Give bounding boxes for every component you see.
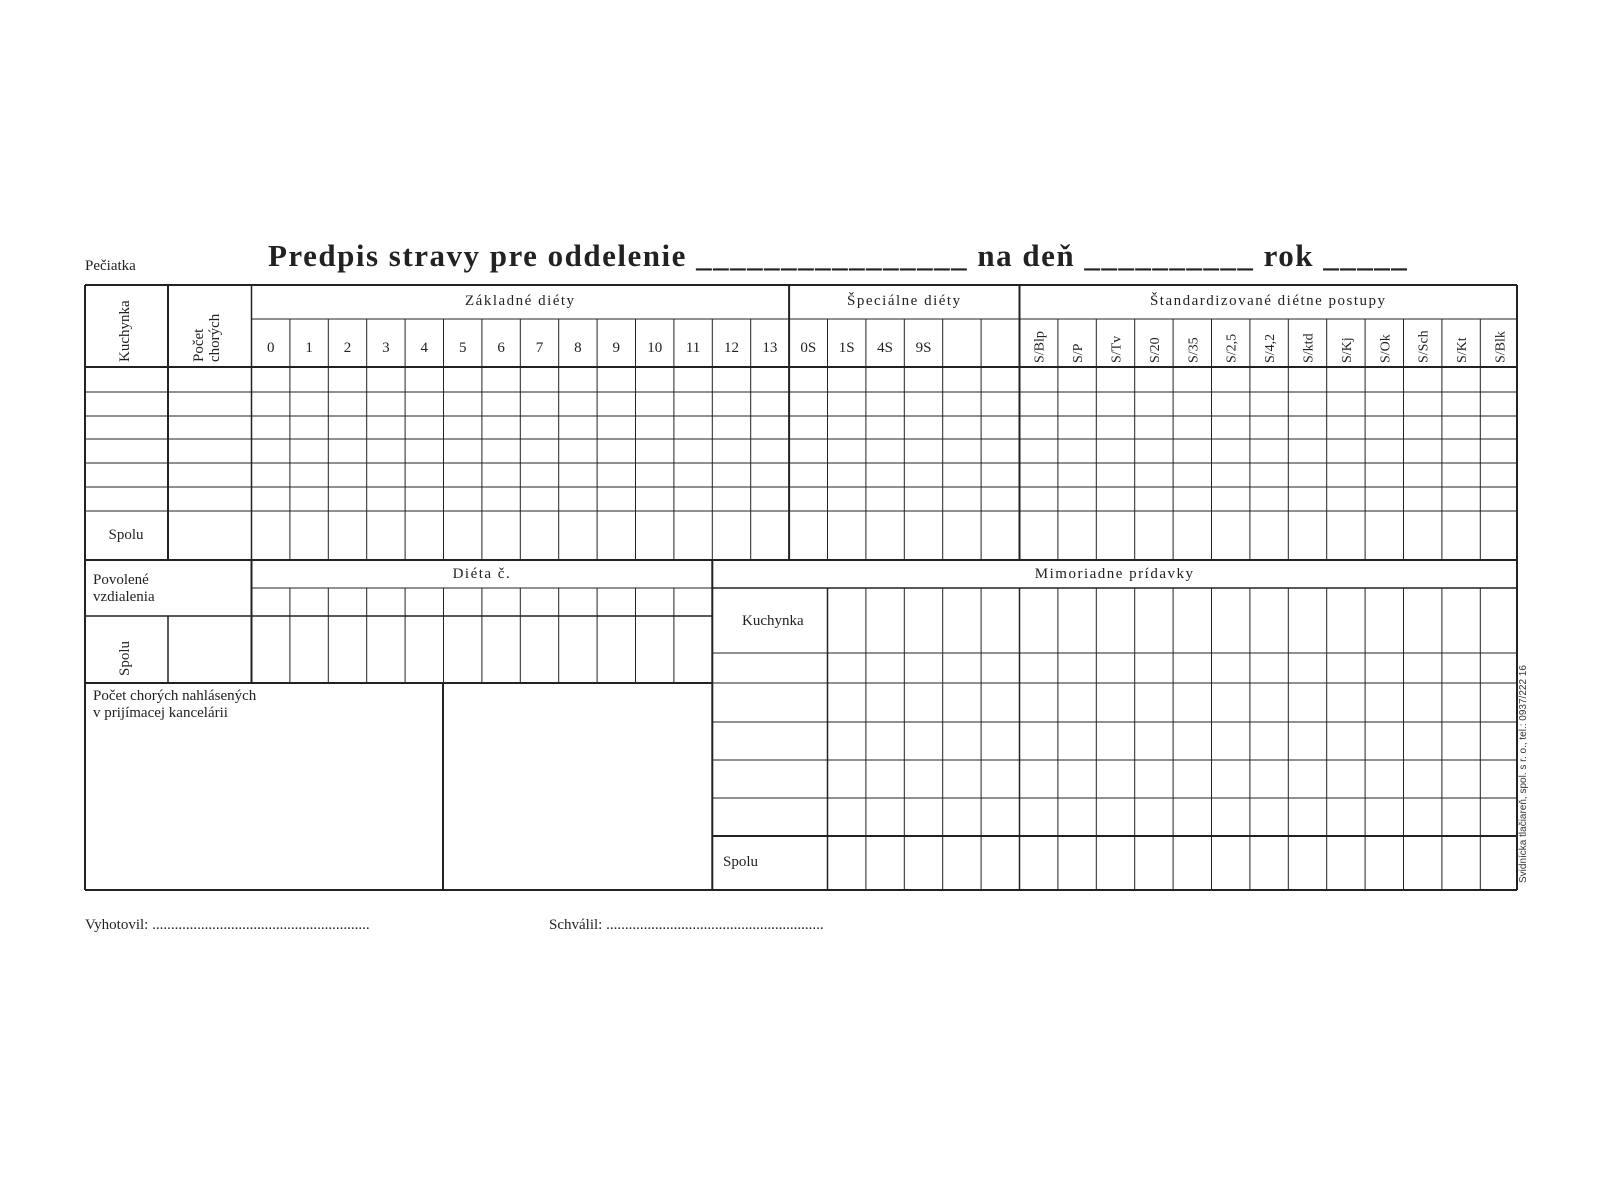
approved-by-field[interactable]: Schválil: ..........................................................: [549, 917, 824, 933]
allowed-leave-label: Povolené: [93, 572, 149, 588]
group-special-diets: Špeciálne diéty: [847, 293, 962, 309]
group-standard-procedures: Štandardizované diétne postupy: [1149, 293, 1387, 309]
column-standard: S/Blk: [1493, 331, 1509, 363]
column-basic-1: 1: [305, 340, 313, 356]
column-basic-6: 6: [497, 340, 505, 356]
column-basic-2: 2: [343, 340, 352, 356]
printer-note: Svidnícka tlačiareň, spol. s r. o., tel.: 0937/222 16: [1518, 665, 1529, 883]
column-standard: S/4,2: [1263, 333, 1279, 363]
column-standard: S/2,5: [1224, 333, 1240, 363]
column-standard: S/Kt: [1455, 337, 1471, 363]
allowed-leave-label: vzdialenia: [93, 589, 155, 605]
column-basic-8: 8: [574, 340, 582, 356]
column-basic-13: 13: [762, 340, 778, 356]
stamp-label: Pečiatka: [85, 258, 136, 274]
column-standard: S/Tv: [1109, 335, 1125, 363]
column-basic-11: 11: [685, 340, 701, 356]
form-title: Predpis stravy pre oddelenie ________________ na deň __________ rok _____: [268, 238, 1409, 273]
column-standard: S/P: [1071, 343, 1087, 363]
reported-count-label: v prijímacej kancelárii: [93, 705, 228, 721]
header-patient-count: Počet: [191, 328, 207, 362]
column-basic-12: 12: [724, 340, 739, 356]
column-standard: S/Ok: [1378, 334, 1394, 363]
extras-label: Mimoriadne prídavky: [1034, 566, 1195, 582]
column-standard: S/35: [1186, 337, 1202, 363]
column-basic-7: 7: [535, 340, 544, 356]
column-basic-4: 4: [420, 340, 429, 356]
leave-total-label: Spolu: [117, 640, 133, 676]
column-basic-3: 3: [382, 340, 390, 356]
header-patient-count: chorých: [207, 313, 223, 362]
column-basic-0: 0: [266, 340, 275, 356]
header-kitchen: Kuchynka: [117, 300, 133, 362]
reported-count-label: Počet chorých nahlásených: [93, 688, 257, 704]
prepared-by-field[interactable]: Vyhotovil: ..........................................................: [85, 917, 370, 933]
column-special-1S: 1S: [838, 340, 855, 356]
column-special-0S: 0S: [800, 340, 817, 356]
column-standard: S/ktd: [1301, 333, 1317, 363]
extras-kitchen-label: Kuchynka: [742, 613, 804, 629]
extras-total-label: Spolu: [723, 854, 759, 870]
column-standard: S/Sch: [1416, 330, 1432, 363]
column-standard: S/20: [1147, 337, 1163, 363]
column-standard: S/Kj: [1339, 337, 1355, 363]
group-basic-diets: Základné diéty: [465, 293, 576, 309]
column-special-9S: 9S: [915, 340, 932, 356]
diet-no-label: Diéta č.: [452, 566, 512, 582]
row-total-label: Spolu: [108, 527, 144, 543]
column-basic-10: 10: [647, 340, 663, 356]
column-basic-9: 9: [612, 340, 621, 356]
column-special-4S: 4S: [877, 340, 894, 356]
column-basic-5: 5: [458, 340, 467, 356]
column-standard: S/Blp: [1032, 331, 1048, 363]
